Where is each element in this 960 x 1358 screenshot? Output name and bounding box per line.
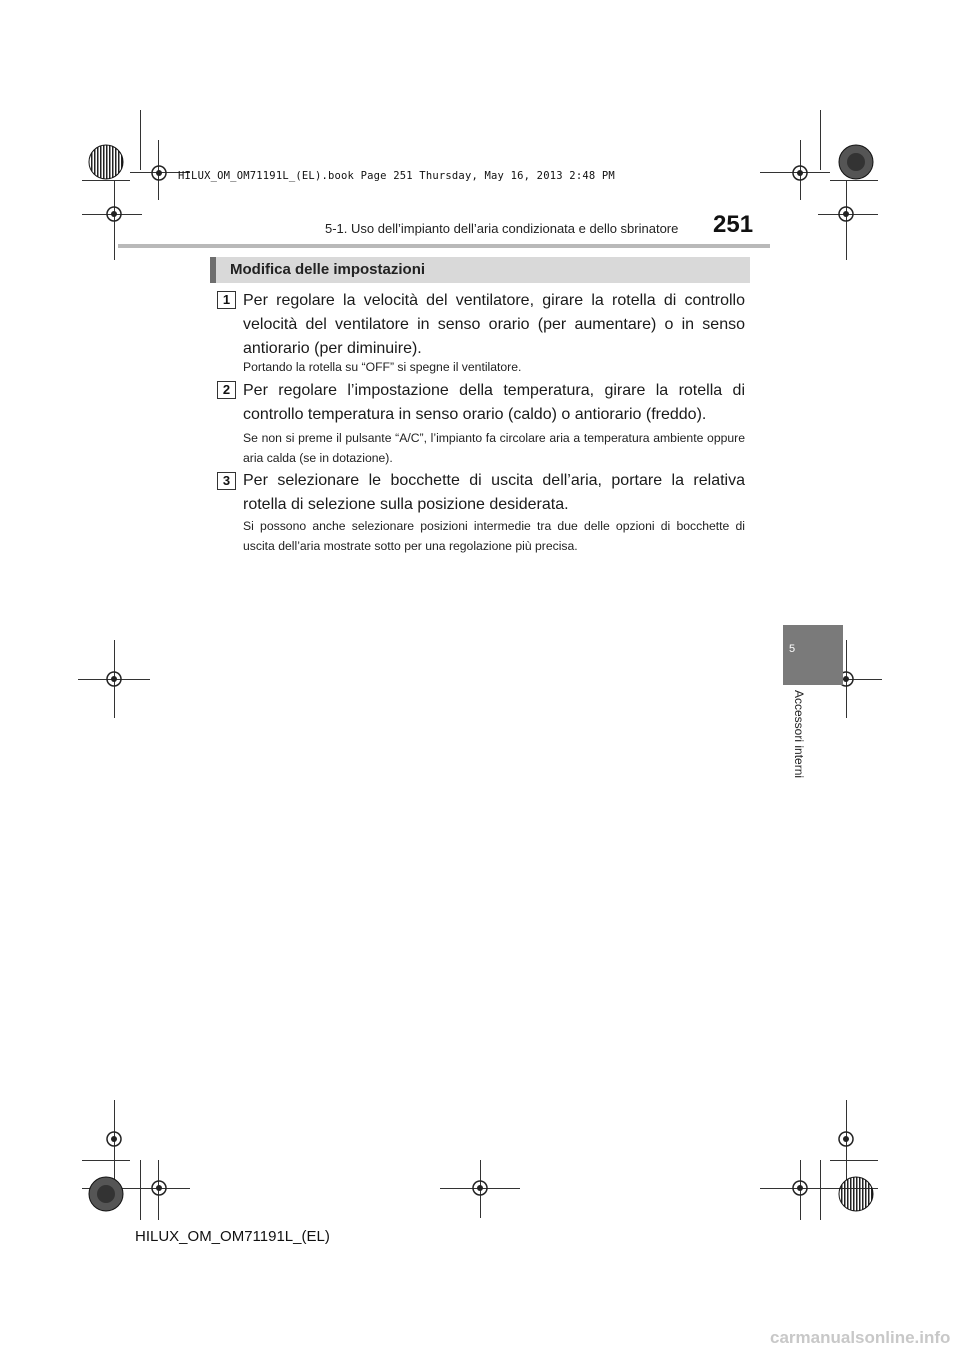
registration-target-icon xyxy=(837,1130,855,1148)
registration-target-icon xyxy=(105,670,123,688)
step-note: Si possono anche selezionare posizioni intermedie tra due delle opzioni di bocchette di uscita dell’aria mostrate sotto per una regolazione più precisa. xyxy=(243,519,745,553)
section-heading-box xyxy=(210,257,750,283)
chapter-tab xyxy=(783,625,843,685)
registration-target-icon xyxy=(837,205,855,223)
step-instruction: Per regolare la velocità del ventilatore, girare la rotella di controllo velocità del ventilatore in senso orario (per aumentare) o in senso antiorario (per diminuire). xyxy=(243,292,745,357)
registration-target-icon xyxy=(105,205,123,223)
registration-target-icon xyxy=(471,1179,489,1197)
book-file-line: HILUX_OM_OM71191L_(EL).book Page 251 Thursday, May 16, 2013 2:48 PM xyxy=(178,170,615,182)
step-note: Se non si preme il pulsante “A/C”, l’impianto fa circolare aria a temperatura ambiente oppure aria calda (se in dotazione). xyxy=(243,431,745,465)
running-header-title: 5-1. Uso dell’impianto dell’aria condizionata e dello sbrinatore xyxy=(325,221,679,236)
registration-target-icon xyxy=(150,1179,168,1197)
starburst-corner-icon xyxy=(88,1176,124,1212)
section-title: Modifica delle impostazioni xyxy=(230,261,426,278)
registration-target-icon xyxy=(105,1130,123,1148)
watermark: carmanualsonline.info xyxy=(770,1328,951,1347)
chapter-number: 5 xyxy=(789,643,796,655)
step-instruction: Per selezionare le bocchette di uscita dell’aria, portare la relativa rotella di selezione sulla posizione desiderata. xyxy=(243,472,745,513)
registration-target-icon xyxy=(150,164,168,182)
starburst-corner-icon xyxy=(838,144,874,180)
footer-document-code: HILUX_OM_OM71191L_(EL) xyxy=(135,1228,330,1245)
step-number-badge: 3 xyxy=(217,472,236,490)
starburst-corner-icon xyxy=(838,1176,874,1212)
step-instruction: Per regolare l’impostazione della temperatura, girare la rotella di controllo temperatura in senso orario (caldo) o antiorario (freddo). xyxy=(243,382,745,423)
step-note: Portando la rotella su “OFF” si spegne il ventilatore. xyxy=(243,360,522,374)
page-number: 251 xyxy=(713,211,754,238)
registration-target-icon xyxy=(791,1179,809,1197)
step-number-badge: 2 xyxy=(217,381,236,399)
starburst-corner-icon xyxy=(88,144,124,180)
step-number-badge: 1 xyxy=(217,291,236,309)
registration-target-icon xyxy=(791,164,809,182)
header-rule xyxy=(118,244,770,248)
chapter-side-label: Accessori interni xyxy=(792,690,806,779)
